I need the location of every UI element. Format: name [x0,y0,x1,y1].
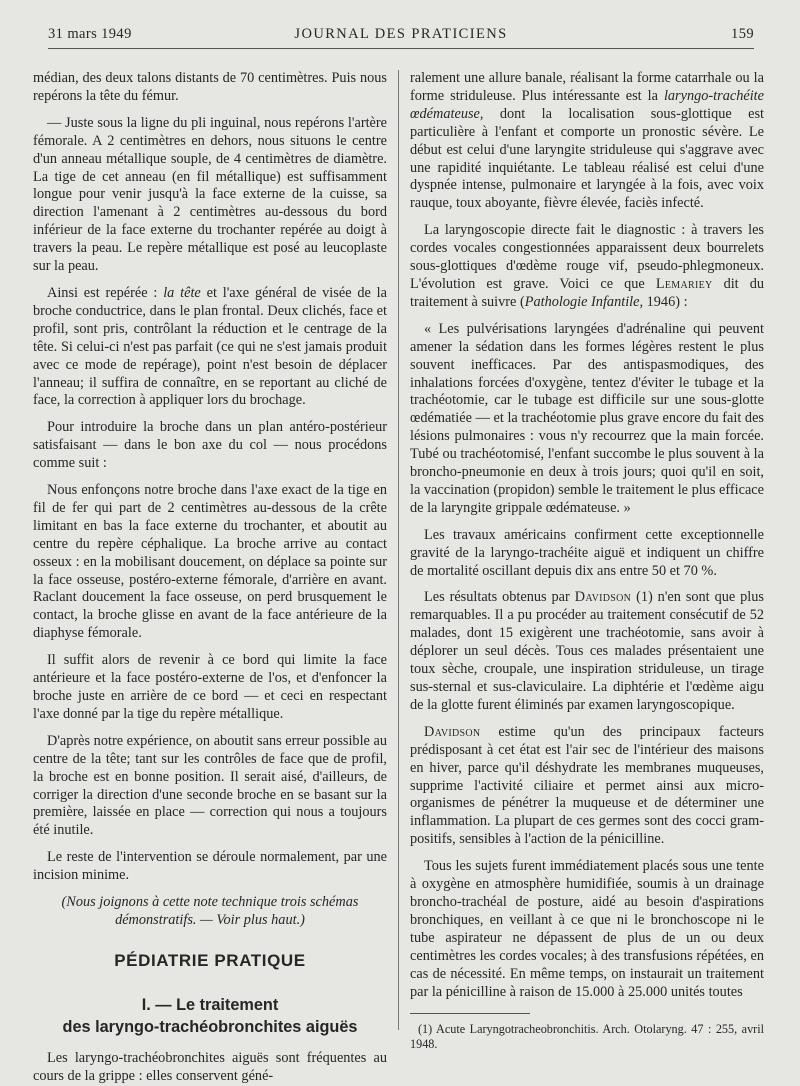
italic-span: Pathologie Infantile, [524,293,644,310]
text-span: estime qu'un des principaux facteurs prédisposant à cet état est l'air sec de l'intérieur des maisons en hiver, parce qu'il déshydrate les membranes muqueuses, supprime l'activité ciliaire et permet ainsi aux micro-organismes de pénétrer la muqueuse et de déterminer une inflammation. La plupart de ces germes sont des cocci gram-positifs, sensibles à l'action de la pénicilline. [410,723,764,848]
text-span: 1946) : [643,293,688,310]
running-header [48,24,754,49]
author-name: Lemariey [655,275,713,292]
author-name: Davidson [424,723,481,740]
editor-note: (Nous joignons à cette note technique trois schémas démonstratifs. — Voir plus haut.) [61,894,359,928]
issue-date: 31 mars 1949 [48,26,132,42]
paragraph: Il suffit alors de revenir à ce bord qui limite la face antérieure et la face postéro-externe de l'os, et d'enfoncer la broche juste en arrière de ce bord — et ceci en respectant l'axe donné par la tige du repère métallique. [33,652,387,722]
paragraph: Nous enfonçons notre broche dans l'axe exact de la tige en fil de fer qui part de 2 centimètres au-dessous de la crête limitant en bas la face externe du trochanter, et aboutit au centre du repère céphalique. La broche arrive au contact osseux : en la mobilisant doucement, on déplace sa pointe sur la face osseuse, postéro-externe fémorale, d'arrière en avant. Raclant doucement la face osseuse, on perd brusquement le contact, la broche glisse en avant de la face antérieure de la diaphyse fémorale. [33,482,387,642]
paragraph [410,724,764,849]
paragraph: médian, des deux talons distants de 70 centimètres. Puis nous repérons la tête du fémur. [33,70,387,104]
journal-title: JOURNAL DES PRATICIENS [294,26,508,42]
text-span: dit du traitement à suivre ( [410,275,765,310]
author-name: Davidson [574,589,632,606]
paragraph: Le reste de l'intervention se déroule normalement, par une incision minime. [33,849,387,884]
footnote-rule [410,1013,530,1014]
paragraph [410,70,764,213]
italic-span: la tête [163,284,201,301]
text-span: ralement une allure banale, réalisant la forme catarrhale ou la forme striduleuse. Plus intéressante est la [410,70,764,104]
text-span: et l'axe général de visée de la broche conductrice, dans le plan frontal. Deux clichés, face et profil, sont pris, contrôlant la réduction et le centrage de la tête. Si celui-ci n'est pas parfait (ce qui ne s'est jamais produit avec ce mode de repérage), point n'est besoin de déplacer l'anneau; il suffira de connaître, en se reportant au cliché de face, la correction à appliquer lors du brochage. [33,284,387,409]
paragraph [410,589,764,714]
article-title [33,994,387,1038]
text-span: dont la localisation sous-glottique est particulière à l'enfant et comporte un pronostic sévère. Le début est celui d'une laryngite striduleuse qui s'aggrave avec une rapidité inquiétante. Le tableau réalisé est celui d'une dyspnée intense, pulmonaire et laryngée à la fois, avec voix rauque, toux aboyante, fièvre élevée, faciès infecté. [410,105,764,212]
paragraph: Tous les sujets furent immédiatement placés sous une tente à oxygène en atmosphère humidifiée, soumis à un drainage broncho-trachéal de posture, aidé au besoin d'aspirations bronchiques, en veillant à ce que ni le bronchoscope ni le tube aspirateur ne dépassent de plus de un ou deux centimètres les cordes vocales; à des transfusions répétées, en cas de nécessité. En même temps, on instaurait un traitement par la pénicilline à raison de 15.000 à 25.000 unités toutes [410,858,764,1000]
article-title-line-2: des laryngo-trachéobronchites aiguës [62,1017,358,1036]
paragraph: — Juste sous la ligne du pli inguinal, nous repérons l'artère fémorale. A 2 centimètres en dehors, nous situons le centre d'un anneau métallique souple, de 4 centimètres de diamètre. La tige de cet anneau (en fil métallique) est suffisamment longue pour venir jusqu'à la face externe de la cuisse, sa direction l'amenant à 2 centimètres au-dessous du bord inférieur de la face externe du trochanter repérée au doigt à travers la peau. Le repère métallique est posé au leucoplaste sur la peau. [33,114,387,275]
quotation: « Les pulvérisations laryngées d'adrénaline qui peuvent amener la sédation dans les formes légères restent le plus souvent inefficaces. Par des antispasmodiques, des inhalations forcées d'oxygène, tentez d'éviter le tubage et la trachéotomie, car le tubage est difficile sur une sous-glotte œdématiée — et la trachéotomie plus grave encore du fait des lésions pulmonaires : vous n'y recourrez que la main forcée. Tubé ou trachéotomisé, l'enfant succombe le plus souvent à la broncho-pneumonie en deux à trois jours; quoi qu'il en soit, la vaccination (propidon) semble le traitement le plus efficace de la laryngite grippale œdémateuse. » [410,320,764,516]
section-title: PÉDIATRIE PRATIQUE [114,950,306,970]
text-span: (1) n'en sont que plus remarquables. Il a pu procéder au traitement consécutif de 52 malades, dont 15 exigèrent une trachéotomie, sans avoir à déplorer un seul décès. Tous ces malades présentaient une toux sèche, croupale, une inspiration striduleuse, un tirage sus-sternal et sus-claviculaire. La diphtérie et l'œdème aigu de la glotte furent éliminés par examen laryngoscopique. [410,589,764,713]
paragraph [33,285,387,410]
article-title-line-1: I. — Le traitement [141,995,279,1014]
text-span: Les résultats obtenus par [424,589,575,606]
footnote: (1) Acute Laryngotracheobronchitis. Arch. Otolaryng. 47 : 255, avril 1948. [410,1022,764,1052]
text-span: La laryngoscopie directe fait le diagnostic : à travers les cordes vocales congestionnées apparaissent deux bourrelets sous-glottiques d'œdème rouge vif, pseudo-phlegmoneux. L'évolution est grave. Voici ce que [410,222,764,292]
paragraph: D'après notre expérience, on aboutit sans erreur possible au centre de la tête; tant sur les contrôles de face que de profil, la broche est en bonne position. Il serait aisé, d'ailleurs, de corriger la direction d'une seconde broche en se basant sur la première, laissée en place — correction qui nous a toujours été inutile. [33,732,387,839]
text-span: Ainsi est repérée : [47,284,164,301]
paragraph [410,222,764,312]
paragraph: Les laryngo-trachéobronchites aiguës sont fréquentes au cours de la grippe : elles conservent géné- [33,1049,387,1084]
right-column [410,70,764,1052]
page-number: 159 [731,26,754,42]
italic-span: laryngo-trachéite œdémateuse, [410,87,764,122]
column-divider [398,70,399,1030]
left-column [33,70,387,1086]
paragraph: Les travaux américains confirment cette exceptionnelle gravité de la laryngo-trachéite aiguë et indiquent un chiffre de mortalité oscillant depuis dix ans entre 50 et 70 %. [410,526,764,579]
paragraph: Pour introduire la broche dans un plan antéro-postérieur satisfaisant — dans le bon axe du col — nous procédons comme suit : [33,419,387,472]
